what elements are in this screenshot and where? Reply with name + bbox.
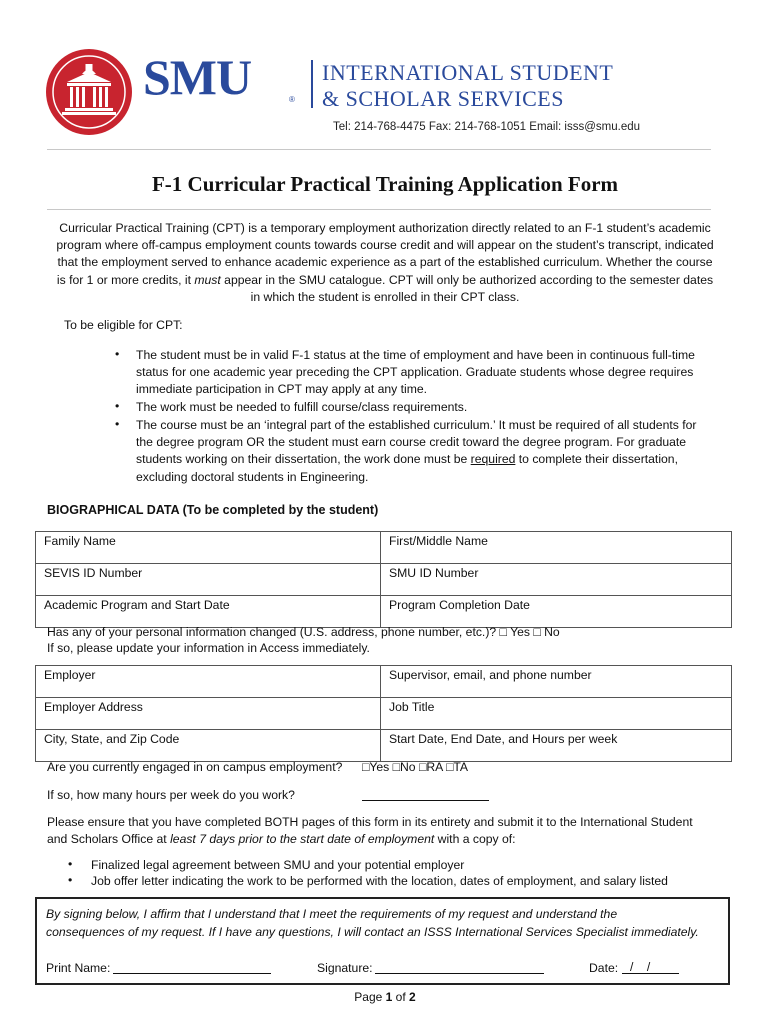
eligibility-heading: To be eligible for CPT:: [64, 318, 183, 332]
bullet-icon: •: [115, 417, 120, 431]
date-label: Date:: [589, 961, 619, 975]
contact-info: Tel: 214-768-4475 Fax: 214-768-1051 Email: isss@smu.edu: [333, 121, 641, 133]
employment-table: [35, 665, 732, 762]
header-divider: [311, 60, 313, 108]
print-name-field[interactable]: [113, 973, 271, 974]
sevis-id-field[interactable]: SEVIS ID Number: [36, 564, 381, 596]
registered-mark: ®: [289, 95, 295, 104]
employer-address-field[interactable]: Employer Address: [36, 698, 381, 730]
first-middle-name-field[interactable]: First/Middle Name: [381, 532, 732, 564]
eligibility-item-3: The course must be an ‘integral part of the established curriculum.’ It must be required of all students for the degree program OR the student must earn course credit toward the degree program. For graduate students working on their dissertation, the work done must be required to complete their dissertation, excluding doctoral students in Engineering.: [136, 418, 697, 484]
employer-field[interactable]: Employer: [36, 666, 381, 698]
required-copy-item-2: Job offer letter indicating the work to be performed with the location, dates of employment, and salary listed: [91, 874, 668, 888]
print-name-label: Print Name:: [46, 961, 111, 975]
bullet-icon: •: [68, 857, 73, 871]
date-separators: / /: [630, 960, 651, 974]
update-info-note: If so, please update your information in Access immediately.: [47, 641, 370, 655]
bullet-icon: •: [115, 347, 120, 361]
bullet-icon: •: [68, 873, 73, 887]
intro-paragraph: Curricular Practical Training (CPT) is a temporary employment authorization directly related to an F-1 student’s academic program where off-campus employment counts towards course credit and will appear on the student’s transcript, indicated that the employment served to enhance academic experience as a part of the established curriculum. Whether the course is for 1 or more credits, it must appear in the SMU catalogue. CPT will only be authorized according to the semester dates in which the student is enrolled in their CPT class.: [56, 221, 714, 304]
signature-label: Signature:: [317, 961, 373, 975]
program-completion-field[interactable]: Program Completion Date: [381, 596, 732, 628]
bullet-icon: •: [115, 399, 120, 413]
page-number: Page 1 of 2: [354, 990, 416, 1004]
eligibility-item-1: The student must be in valid F-1 status at the time of employment and have been in continuous full-time status for one academic year preceding the CPT application. Graduate students whose degree requires immediate participation in CPT may apply at any time.: [136, 348, 695, 397]
affirmation-text: By signing below, I affirm that I understand that I meet the requirements of my request and understand the consequences of my request. If I have any questions, I will contact an ISSS International Services Specialist immediately.: [46, 907, 699, 939]
family-name-field[interactable]: Family Name: [36, 532, 381, 564]
supervisor-field[interactable]: Supervisor, email, and phone number: [381, 666, 732, 698]
biographical-table: [35, 531, 732, 628]
dates-hours-field[interactable]: Start Date, End Date, and Hours per week: [381, 730, 732, 762]
hours-blank-field[interactable]: [362, 800, 489, 801]
header-rule: [47, 149, 711, 150]
smu-seal-logo: [45, 48, 133, 136]
on-campus-options[interactable]: □Yes □No □RA □TA: [362, 760, 468, 774]
form-title: F-1 Curricular Practical Training Application Form: [151, 172, 619, 196]
submit-instructions: Please ensure that you have completed BOTH pages of this form in its entirety and submit it to the International Student and Scholars Office at least 7 days prior to the start date of employment with a copy of:: [47, 815, 693, 847]
required-copy-item-1: Finalized legal agreement between SMU and your potential employer: [91, 858, 465, 872]
dept-name-line1: INTERNATIONAL STUDENT: [322, 60, 614, 85]
dept-name-line2: & SCHOLAR SERVICES: [322, 86, 564, 111]
hours-question: If so, how many hours per week do you work?: [47, 788, 295, 802]
city-state-zip-field[interactable]: City, State, and Zip Code: [36, 730, 381, 762]
job-title-field[interactable]: Job Title: [381, 698, 732, 730]
signature-field[interactable]: [375, 973, 544, 974]
academic-program-field[interactable]: Academic Program and Start Date: [36, 596, 381, 628]
title-rule: [47, 209, 711, 210]
smu-id-field[interactable]: SMU ID Number: [381, 564, 732, 596]
info-changed-question[interactable]: Has any of your personal information changed (U.S. address, phone number, etc.)? □ Yes □ No: [47, 625, 560, 639]
eligibility-item-2: The work must be needed to fulfill course/class requirements.: [136, 400, 468, 414]
smu-wordmark: SMU: [143, 49, 252, 105]
on-campus-question: Are you currently engaged in on campus employment?: [47, 760, 343, 774]
biographical-heading: BIOGRAPHICAL DATA (To be completed by the student): [47, 503, 379, 517]
